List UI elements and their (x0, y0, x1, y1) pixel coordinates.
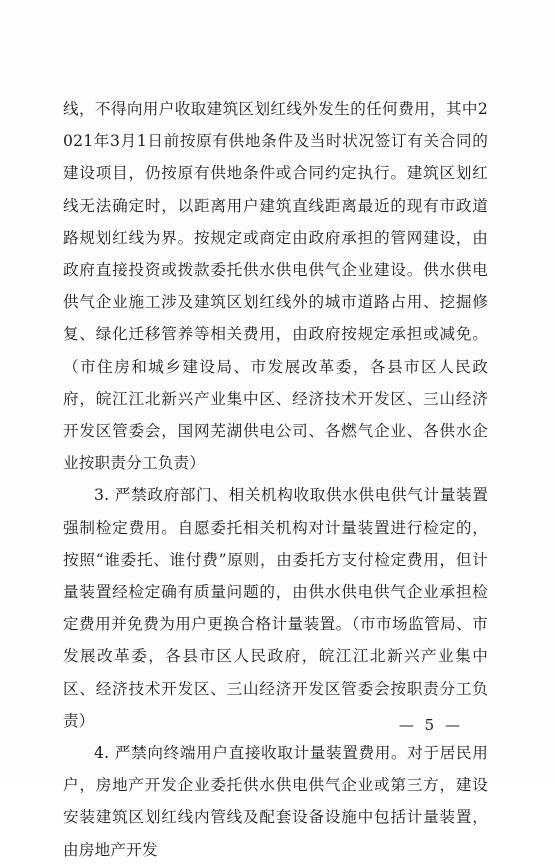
paragraph-continuation: 线，不得向用户收取建筑区划红线外发生的任何费用，其中2021年3月1日前按原有供地条件及当时状况签订有关合同的建设项目，仍按原有供地条件或合同约定执行。建筑区划红线无法确定时，以距离用户建筑直线距离最近的现有市政道路规划红线为界。按规定或商定由政府承担的管网建设，由政府直接投资或拨款委托供水供电供气企业建设。供水供电供气企业施工涉及建筑区划红线外的城市道路占用、挖掘修复、绿化迁移管养等相关费用，由政府按规定承担或减免。（市住房和城乡建设局、市发展改革委，各县市区人民政府，皖江江北新兴产业集中区、经济技术开发区、三山经济开发区管委会，国网芜湖供电公司、各燃气企业、各供水企业按职责分工负责） (63, 100, 488, 473)
paragraph-item-4: 4. 严禁向终端用户直接收取计量装置费用。对于居民用户，房地产开发企业委托供水供电供气企业或第三方，建设安装建筑区划红线内管线及配套设备设施中包括计量装置，由房地产开发 (63, 744, 488, 859)
page-number: — 5 — (398, 716, 463, 734)
paragraph-item-3: 3. 严禁政府部门、相关机构收取供水供电供气计量装置强制检定费用。自愿委托相关机构对计量装置进行检定的，按照“谁委托、谁付费”原则，由委托方支付检定费用，但计量装置经检定确有质量问题的，由供水供电供气企业承担检定费用并免费为用户更换合格计量装置。（市市场监管局、市发展改革委，各县市区人民政府，皖江江北新兴产业集中区、经济技术开发区、三山经济开发区管委会按职责分工负责） (63, 486, 488, 730)
document-body (63, 93, 488, 866)
